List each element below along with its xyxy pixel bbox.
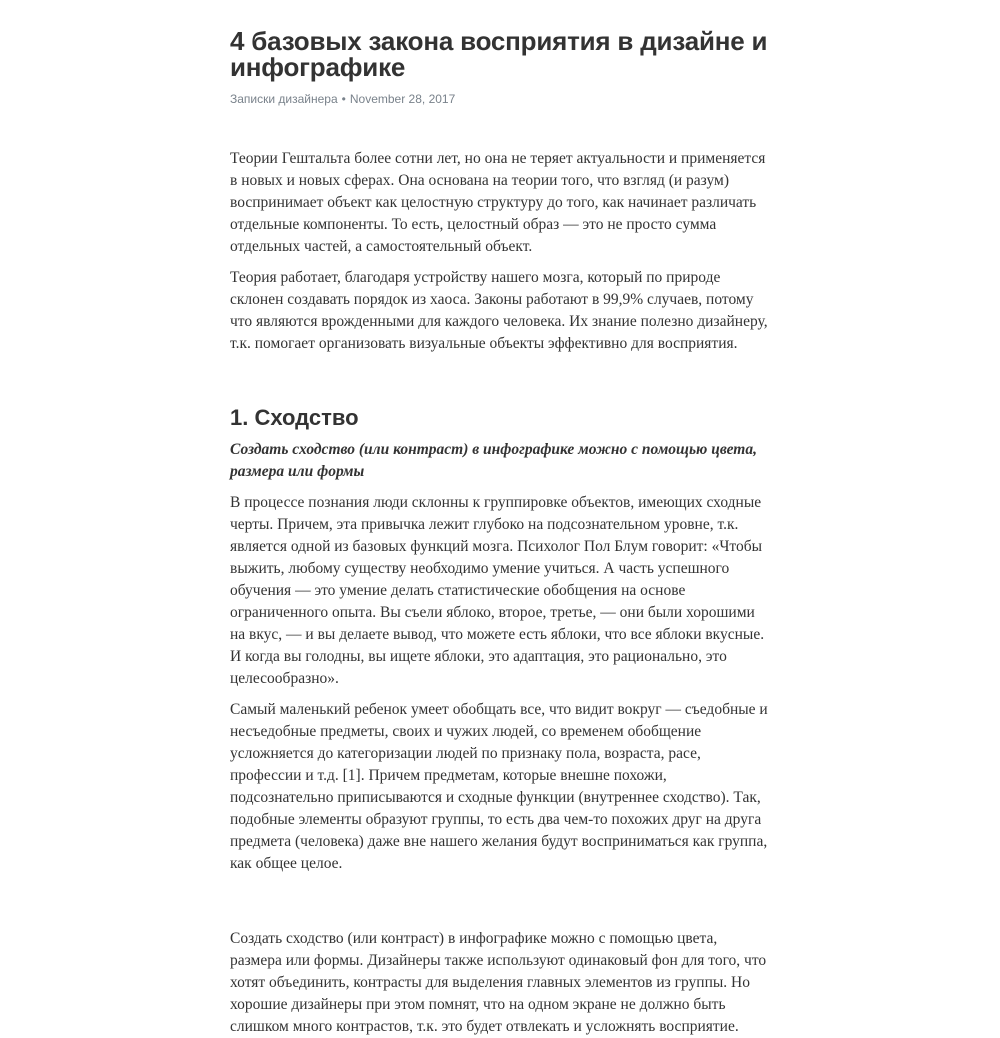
intro-paragraph-2: Теория работает, благодаря устройству нашего мозга, который по природе склонен создавать порядок из хаоса. Законы работают в 99,9% случаев, потому что являются врожденными для каждого человека. Их знание полезно дизайнеру, т.к. помогает организовать визуальные объекты эффективно для восприятия. [230, 269, 768, 352]
article-meta [230, 91, 772, 107]
author-link[interactable]: Записки дизайнера [230, 92, 338, 106]
section-paragraph-2: Самый маленький ребенок умеет обобщать все, что видит вокруг — съедобные и несъедобные предметы, своих и чужих людей, со временем обобщение усложняется до категоризации людей по признаку пола, возраста, расе, профессии и т.д. [1]. Причем предметам, которые внешне похожи, подсознательно приписываются и сходные функции (внутреннее сходство). Так, подобные элементы образуют группы, то есть два чем-то похожих друг на друга предмета (человека) даже вне нашего желания будут восприниматься как группа, как общее целое. [230, 701, 768, 872]
section-heading-similarity: 1. Сходство [230, 405, 359, 430]
section-paragraph-3: Создать сходство (или контраст) в инфографике можно с помощью цвета, размера или формы. Дизайнеры также используют одинаковый фон для того, что хотят объединить, контрасты для выделения главных элементов из группы. Но хорошие дизайнеры при этом помнят, что на одном экране не должно быть слишком много контрастов, т.к. это будет отвлекать и усложнять восприятие. [230, 930, 767, 1035]
section-lead: Создать сходство (или контраст) в инфографике можно с помощью цвета, размера или формы [230, 441, 757, 480]
intro-paragraph-1: Теории Гештальта более сотни лет, но она не теряет актуальности и применяется в новых и новых сферах. Она основана на теории того, что взгляд (и разум) воспринимает объект как целостную структуру до того, как начинает различать отдельные компоненты. То есть, целостный образ — это не просто сумма отдельных частей, а самостоятельный объект. [230, 150, 766, 255]
section-paragraph-1: В процессе познания люди склонны к группировке объектов, имеющих сходные черты. Причем, эта привычка лежит глубоко на подсознательном уровне, т.к. является одной из базовых функций мозга. Психолог Пол Блум говорит: «Чтобы выжить, любому существу необходимо умение учиться. А часть успешного обучения — это умение делать статистические обобщения на основе ограниченного опыта. Вы съели яблоко, второе, третье, — они были хорошими на вкус, — и вы делаете вывод, что можете есть яблоки, что все яблоки вкусные. И когда вы голодны, вы ищете яблоки, это адаптация, это рационально, это целесообразно». [230, 494, 765, 687]
article [230, 28, 772, 1038]
publish-date: November 28, 2017 [349, 92, 456, 106]
article-title: 4 базовых закона восприятия в дизайне и инфографике [230, 26, 768, 82]
meta-separator: • [341, 92, 346, 106]
